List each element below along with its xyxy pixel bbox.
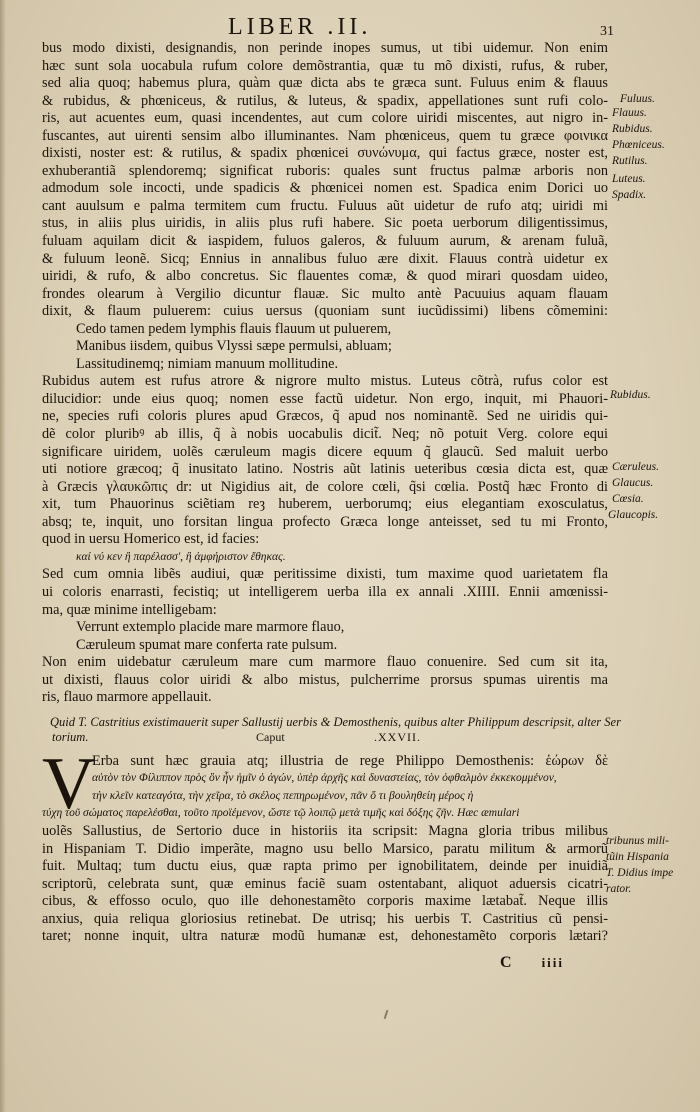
chapter-opening (42, 742, 608, 825)
margin-note: Rutilus. (612, 155, 648, 167)
text-line: ne, species rufi coloris plures apud Græcos, q̃ apud nos nominantẽ. Sed ne uiridis qui- (42, 408, 608, 425)
text-line: exhuberantiã splendoremq; significat ruboris: quales sunt fructus palmæ arboris non (42, 162, 608, 179)
chapter-number: .XXVII. (374, 729, 421, 744)
text-line: fuscantes, aut uirenti sensim albo illuminantes. Nam phœniceus, quem tu græce φοινικα (42, 127, 608, 144)
text-line: anxius, quia reliqua gloriosius retinebat. De utrisq; his uerbis T. Castritius cũ pensi- (42, 910, 608, 927)
text-line: uti notiore græcoq; q̃ inusitato latino. Nostris aũt latinis ueteribus cœsia dicta est, quæ (42, 461, 608, 478)
margin-note: Glaucus. (612, 477, 654, 489)
chapter-title: Quid T. Castritius existimauerit super Sallustij uerbis & Demosthenis, quibus alter Philippum descripsit, alter Ser (50, 714, 621, 729)
text-line: fuluam aquilam dicit & iaspidem, fuluos galeros, & fuluum aurum, & arenam fuluã, (42, 233, 608, 250)
margin-note: Cœsia. (612, 493, 644, 505)
text-line: cibus, & effosso oculo, quo ille dehonestamẽto corporis maxime lætabat̃. Neque illis (42, 893, 608, 910)
text-line: cant auulsum e palma termitem cum fructu. Fuluus aũt uidetur de rufo atq; uiridi mi (42, 197, 608, 214)
text-line: Erba sunt hæc grauia atq; illustria de rege Philippo Demosthenis: ἑώρων δὲ (92, 752, 608, 769)
text-line: xit, tum Phauorinus sciẽtiam reȝ huberem, uerborumq; eius elegantiam exosculatus, (42, 496, 608, 513)
text-line: ut dixisti, flauus color uiridi & albo mistus, pulcherrime prorsus spumas uirentis ma (42, 671, 608, 688)
page-number: 31 (600, 24, 614, 39)
text-line: dixisti, noster est: & rutilus, & spadix phœnicei συνώνυμα, qui factus græce, noster est, (42, 145, 608, 162)
text-line: ui coloris enarrasti, fecistiq; ut intelligerem uerba illa ex annali .XIIII. Ennii amœnissi- (42, 583, 608, 600)
text-line: dixit, & flaum puluerem: cuius uersus (quoniam sunt iucũdissimi) libens cõmemini: (42, 303, 608, 320)
text-line: dẽ color pluribꝰ ab illis, q̃ à nobis uocabulis dicit̃. Neq; nõ potuit Verg. colore equi (42, 426, 608, 443)
greek-text-line: αὐτὸν τὸν Φίλιππον πρὸς ὃν ἦν ἡμῖν ὁ ἀγών, ὑπὲρ ἀρχῆς καὶ δυναστείας, τὸν ὀφθαλμὸν ἐκκεκομμένον, (92, 772, 557, 785)
text-line: bus modo dixisti, designandis, non perinde inopes sumus, ut tibi uidemur. Non enim (42, 40, 608, 56)
text-line: admodum sole incocti, unde spadicis & phœnicei nomen est. Spadica enim Dorici uo (42, 180, 608, 197)
text-line: à Græcis γλαυκῶπις dr: ut Nigidius ait, de colore cœli, q̃si cœlia. Postq̃ hæc Fronto di (42, 478, 608, 495)
text-line: frondes olearum à Vergilio dicuntur flauæ. Sic multo antè Pacuuius aquam flauam (42, 285, 608, 302)
text-line: quod in uersu Homerico est, id facies: (42, 531, 260, 548)
margin-note: Spadix. (612, 189, 647, 201)
margin-note: tribunus mili- (606, 835, 669, 847)
text-line: ris, aut acuentes eum, quasi incendentes, aut cum colore uiridi miscentes, aut nigro in- (42, 110, 608, 127)
margin-note: Flauus. (612, 107, 647, 119)
text-line: significare uiridem, uolẽs cæruleum magis dicere equum q̃ glaucũ. Sed maluit uerbo (42, 443, 608, 460)
verse-line: Verrunt extemplo placide mare marmore flauo, (76, 619, 345, 636)
text-line: ris, flauo marmore appellauit. (42, 689, 212, 706)
signature-number: iiii (541, 955, 565, 970)
text-line: in Hispaniam T. Didio imperãte, magno usu bello Marsico, paratu militum & armorũ (42, 840, 608, 857)
text-line: Rubidus autem est rufus atrore & nigrore multo mistus. Luteus cõtrà, rufus color est (42, 373, 608, 390)
caput-label: Caput (256, 729, 285, 744)
text-line: Non enim uidebatur cæruleum mare cum marmore flauo conuenire. Sed cum sit ita, (42, 654, 608, 671)
signature-mark (500, 954, 564, 972)
text-line: hæc sunt sola uocabula rufum colore demõstrantia, quæ tu mõ dixisti, rufus, & ruber, (42, 57, 608, 74)
paper-mark (384, 1010, 389, 1019)
text-line: & fuluum leonẽ. Sicq; Ennius in annalibus fuluo ære dixit. Flauus contrà uidetur ex (42, 250, 608, 267)
chapter-title-continuation (42, 730, 608, 745)
margin-note: Fuluus. (620, 93, 655, 105)
text-line: uiridi, & rufo, & albo concretus. Sic flauentes comæ, & quod mirari quosdam uideo, (42, 268, 608, 285)
greek-quotation: καί νύ κεν ἢ παρέλασσ', ἢ ἀμφήριστον ἔθηκας. (76, 550, 286, 563)
text-line: scriptorũ, celebrata sunt, quæ eminus faciẽ suam ostentabant, aliquot aduersis cicatri- (42, 875, 608, 892)
text-line: & rubidus, & phœniceus, & rutilus, & luteus, & spadix, appellationes sunt rufi colo- (42, 92, 608, 109)
text-line: taret; nonne inquit, ultra naturæ modũ humanæ est, dehonestamẽto corporis lætari? (42, 928, 608, 945)
margin-note: rator. (606, 883, 632, 895)
margin-note: Luteus. (612, 173, 646, 185)
margin-note: tũin Hispania (606, 851, 669, 863)
text-line: Sed cum omnia libẽs audiui, quæ peritissime dixisti, tum maxime quod uarietatem fla (42, 566, 608, 583)
margin-note: Rubidus. (610, 389, 651, 401)
text-line: fuit. Multaq; tum ductu eius, quæ rapta primo per ignobilitatem, deinde per inuidiã (42, 858, 608, 875)
margin-note: Rubidus. (612, 123, 653, 135)
drop-capital: V (42, 742, 96, 825)
verse-line: Cedo tamen pedem lymphis flauis flauum ut puluerem, (76, 320, 392, 337)
greek-text-line: τύχη τοῦ σώματος παρελέσθαι, τοῦτο προϊέμενον, ὥστε τῷ λοιπῷ μετὰ τιμῆς καὶ δόξης ζῆν. Hæc æmulari (42, 807, 520, 820)
text-line: uolẽs Sallustius, de Sertorio duce in historiis ita scripsit: Magna gloria tribus milibus (42, 822, 608, 839)
margin-note: Glaucopis. (608, 509, 659, 521)
text-line: absq; te, inquit, uno forsitan lingua profecto Græca longe anteisset, sed tu mi Fronto, (42, 513, 608, 530)
verse-line: Manibus iisdem, quibus Vlyssi sæpe permulsi, abluam; (76, 338, 392, 355)
text-line: dilucidior: unde eius quoq; nomen esse factũ uidetur. Non ergo, inquit, mi Phauori- (42, 390, 608, 407)
chapter-title-end: torium. (52, 729, 89, 744)
margin-note: T. Didius impe (606, 867, 674, 879)
text-line: ma, quæ minime intelligebam: (42, 601, 217, 618)
margin-note: Phœniceus. (612, 139, 665, 151)
text-line: sed alia quoq; habemus plura, quàm quæ dicta abs te græca sunt. Fuluus enim & flauus (42, 75, 608, 92)
verse-line: Lassitudinemq; nimiam manuum mollitudine. (76, 355, 339, 372)
signature-letter: C (500, 954, 514, 971)
greek-text-line: τὴν κλεῖν κατεαγότα, τὴν χεῖρα, τὸ σκέλος πεπηρωμένον, πᾶν ὅ τι βουληθείη μέρος ἡ (92, 789, 474, 802)
margin-note: Cæruleus. (612, 461, 659, 473)
text-line: stus, in aliis plus uiridis, in aliis plus rufi habere. Sic poeta uerborum diligentissimus, (42, 215, 608, 232)
verse-line: Cæruleum spumat mare conferta rate pulsum. (76, 636, 338, 653)
running-head: LIBER .II. (228, 14, 372, 40)
